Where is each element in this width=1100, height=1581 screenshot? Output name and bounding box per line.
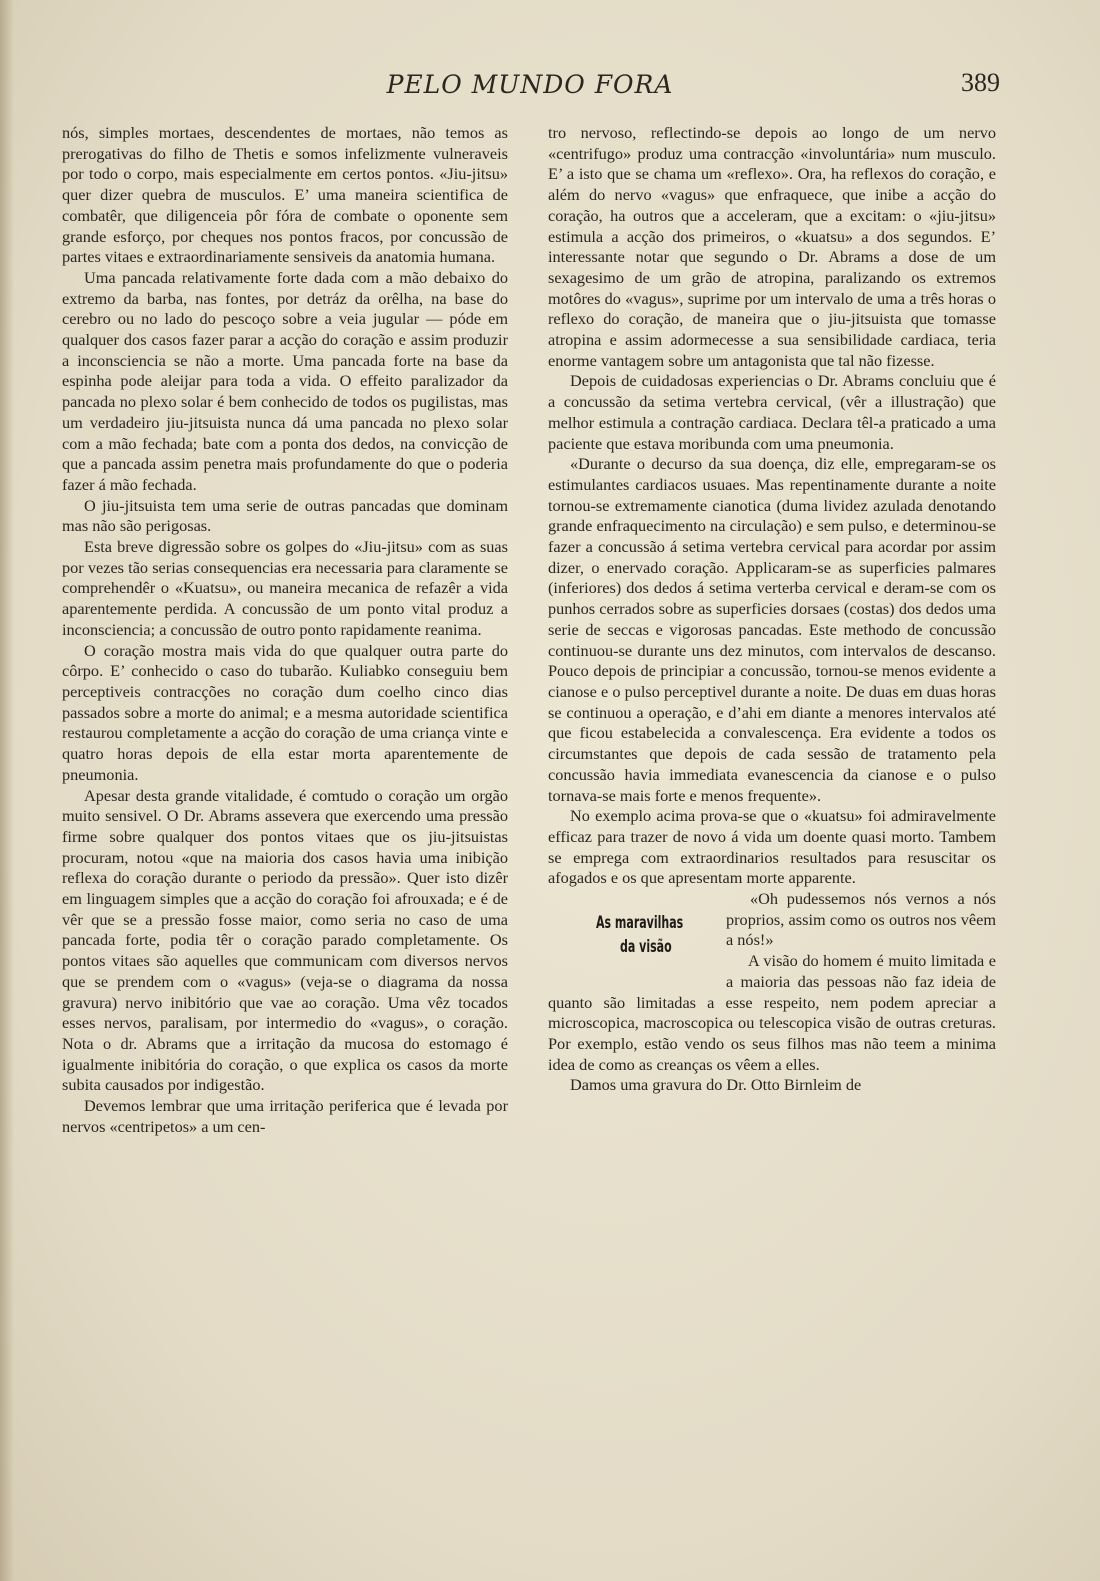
page-header <box>60 66 1000 102</box>
paragraph: O coração mostra mais vida do que qualquer outra parte do côrpo. E’ conhecido o caso do tubarão. Kuliabko conseguiu bem perceptiveis contracções no coração dum coelho cinco dias passados sobre a morte do animal; e a mesma autoridade scientifica restaurou completamente a acção do coração de uma criança vinte e quatro horas depois de ella estar morta aparentemente de pneumonia. <box>62 640 508 784</box>
paragraph: Apesar desta grande vitalidade, é comtudo o coração um orgão muito sensivel. O Dr. Abrams assevera que exercendo uma pressão firme sobre qualquer dos pontos vitaes que os jiu-jitsuistas procuram, notou «que na maioria dos casos havia uma inibição reflexa do coração durante o periodo da pressão». Quer isto dizêr em linguagem simples que a acção do coração foi afrouxada; e é de vêr que se a pressão fosse maior, como seria no caso de uma pancada forte, podia têr o coração parado completamente. Os pontos vitaes são aquelles que communicam com diversos nervos que se prendem com o «vagus» (veja-se o diagrama da nossa gravura) nervo inibitório que vae ao coração. Uma vêz tocados esses nervos, paralisam, por intermedio do «vagus», o coração. Nota o dr. Abrams que a irritação da mucosa do estomago é igualmente inibitória do coração, o que explica os casos da morte subita causados por indigestão. <box>62 785 508 1095</box>
paragraph: A visão do homem é muito limitada e a maioria das pessoas não faz ideia de quanto são limitadas a esse respeito, nem podem apreciar a microscopica, macroscopica ou telescopica visão de outras creturas. Por exemplo, estão vendo os seus filhos mas não teem a minima idea de como as creanças os vêem a elles. <box>548 951 996 1074</box>
section-heading <box>548 895 718 987</box>
paragraph: Depois de cuidadosas experiencias o Dr. Abrams concluiu que é a concussão da setima vertebra cervical, (vêr a illustração) que melhor estimula a contração cardiaca. Declara têl-a praticado a uma paciente que estava moribunda com uma pneumonia. <box>548 371 996 453</box>
page-number: 389 <box>961 68 1000 97</box>
paragraph: tro nervoso, reflectindo-se depois ao longo de um nervo «centrifugo» produz uma contracção «involuntária» num musculo. E’ a isto que se chama um «reflexo». Ora, ha reflexos do coração, e além do nervo «vagus» que enfraquece, que inibe a acção do coração, ha outros que a acceleram, que a excitam: o «jiu-jitsu» estimula a acção dos primeiros, o «kuatsu» a dos segundos. E’ interessante notar que segundo o Dr. Abrams a dose de um sexagesimo de um grão de atropina, paralizando os extremos motôres do «vagus», suprime por um intervalo de uma a três horas o reflexo do coração, de maneira que o jiu-jitsuista que tomasse atropina e assim adormecesse a sua sensibilidade cardiaca, teria enorme vantagem sobre um antagonista que tal não fizesse. <box>548 123 996 370</box>
running-title: PELO MUNDO FORA <box>386 70 674 99</box>
epigraph-quote: «Oh pudessemos nós vernos a nós proprios, assim como os outros nos vêem a nós!» <box>726 889 996 950</box>
section-heading-line-1: As maravilhas <box>596 913 684 934</box>
paragraph: Esta breve digressão sobre os golpes do «Jiu-jitsu» com as suas por vezes tão serias consequencias era necessaria para claramente se comprehendêr o «Kuatsu», ou maneira mecanica de refazêr a vida aparentemente perdida. A concussão de um ponto vital produz a inconsciencia; a concussão de outro ponto rapidamente reanima. <box>62 537 508 639</box>
paragraph: O jiu-jitsuista tem uma serie de outras pancadas que dominam mas não são perigosas. <box>62 495 508 536</box>
paragraph: «Durante o decurso da sua doença, diz elle, empregaram-se os estimulantes cardiacos usuaes. Mas repentinamente durante a noite tornou-se extremamente cianotica (duma lividez azulada denotando grande enfraquecimento na circulação) e sem pulso, e determinou-se fazer a concussão á setima vertebra cervical para acordar por assim dizer, o enervado coração. Applicaram-se as superficies palmares (inferiores) dos dedos á setima verterba cervical e deram-se com os punhos cerrados sobre as superficies dorsaes (costas) dos dedos uma serie de seccas e vigorosas pancadas. Este methodo de concussão continuou-se durante uns dez minutos, com intervalos de descanso. Pouco depois de principiar a concussão, tornou-se menos evidente a cianose e o pulso perceptivel durante a noite. De duas em duas horas se continuou a operação, e d’ahi em diante a menores intervalos até que ficou estabelecida a convalescença. Era evidente a todos os circumstantes que depois de cada sessão de tratamento pela concussão havia immediata evanescencia da cianose e o pulso tornava-se mais forte e menos frequente». <box>548 454 996 805</box>
page-edge-shadow <box>0 0 14 1581</box>
paragraph: No exemplo acima prova-se que o «kuatsu» foi admiravelmente efficaz para trazer de novo á vida um doente quasi morto. Tambem se emprega com extraordinarios resultados para resuscitar os afogados e os que apresentam morte apparente. <box>548 806 996 888</box>
paragraph: nós, simples mortaes, descendentes de mortaes, não temos as prerogativas do filho de Thetis e somos infelizmente vulneraveis por todo o corpo, mais especialmente em certos pontos. «Jiu-jitsu» quer dizer quebra de musculos. E’ uma maneira scientifica de combatêr, que diligenceia pôr fóra de combate o oponente sem grande esforço, por cheques nos pontos fracos, por concussão de partes vitaes e extraordinariamente sensiveis da anatomia humana. <box>62 123 508 267</box>
paragraph: Devemos lembrar que uma irritação periferica que é levada por nervos «centripetos» a um cen- <box>62 1096 508 1136</box>
paragraph: Uma pancada relativamente forte dada com a mão debaixo do extremo da barba, nas fontes, por detráz da orêlha, na base do cerebro ou no lado do pescoço sobre a veia jugular — póde em qualquer dos casos fazer parar a acção do coração e assim produzir a inconsciencia se não a morte. Uma pancada forte na base da espinha pode aleijar para toda a vida. O effeito paralizador da pancada no plexo solar é bem conhecido de todos os pugilistas, mas um verdadeiro jiu-jitsuista nunca dá uma pancada no plexo solar com a mão fechada; bate com a ponta dos dedos, na convicção de que a pancada assim penetra mais profundamente do que o poderia fazer á mão fechada. <box>62 267 508 494</box>
section-heading-line-2: da visão <box>620 937 672 958</box>
paragraph: Damos uma gravura do Dr. Otto Birnleim de <box>570 1075 862 1095</box>
right-column <box>548 123 996 1096</box>
left-column <box>62 123 508 1137</box>
